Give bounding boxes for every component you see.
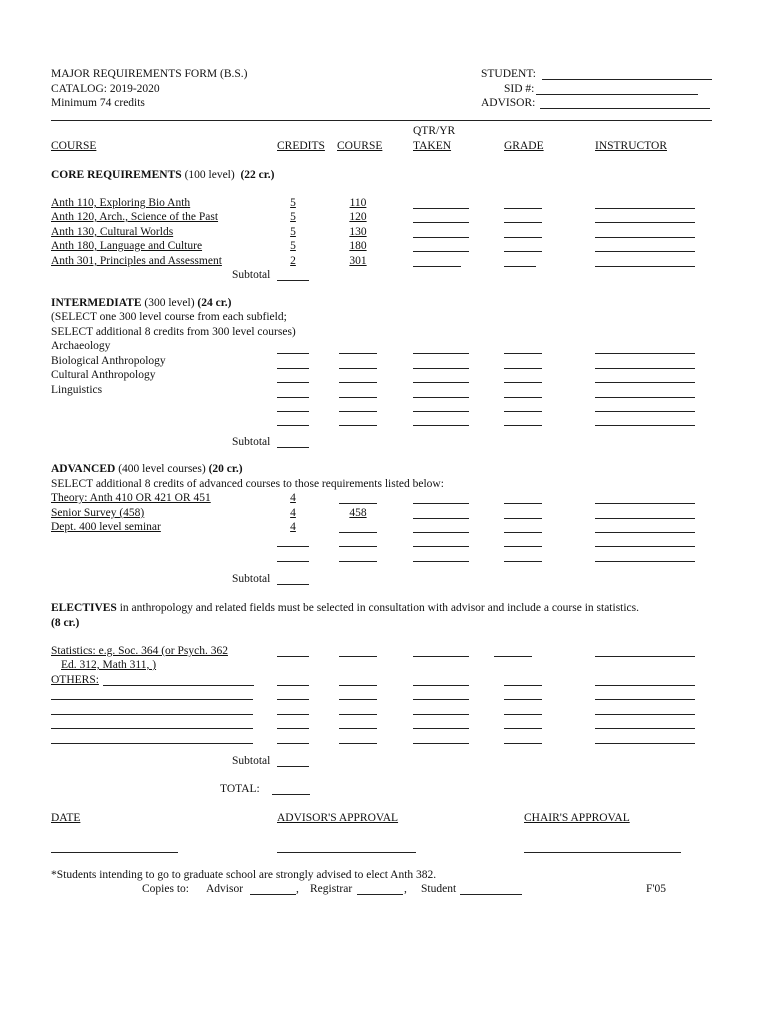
advanced-subtotal-field[interactable] <box>277 584 309 585</box>
electives-instructor-field[interactable] <box>595 685 695 686</box>
col-course-number: COURSE <box>337 140 383 152</box>
form-title: MAJOR REQUIREMENTS FORM (B.S.) <box>51 68 248 80</box>
electives-grade-field[interactable] <box>504 714 542 715</box>
core-qtr-field[interactable] <box>413 208 469 209</box>
date-label: DATE <box>51 812 81 824</box>
advanced-heading: ADVANCED (400 level courses) (20 cr.) <box>51 463 243 475</box>
core-grade-field[interactable] <box>504 237 542 238</box>
core-credits-3: 5 <box>290 226 296 238</box>
student-field[interactable] <box>542 79 712 80</box>
copies-label: Copies to: <box>142 883 189 895</box>
others-course-field[interactable] <box>51 743 253 744</box>
subfield-biological: Biological Anthropology <box>51 355 166 367</box>
intermediate-qtr-field[interactable] <box>413 353 469 354</box>
advanced-instructor-field[interactable] <box>595 561 695 562</box>
advanced-credits-field[interactable] <box>277 546 309 547</box>
electives-instructor-field[interactable] <box>595 714 695 715</box>
others-course-field[interactable] <box>51 714 253 715</box>
intermediate-instructor-field[interactable] <box>595 368 695 369</box>
others-field[interactable] <box>103 685 254 686</box>
electives-qtr-field[interactable] <box>413 714 469 715</box>
subfield-cultural: Cultural Anthropology <box>51 369 156 381</box>
advanced-course-seminar: Dept. 400 level seminar <box>51 521 161 533</box>
intermediate-note-1: (SELECT one 300 level course from each subfield; <box>51 311 287 323</box>
electives-heading: ELECTIVES in anthropology and related fields must be selected in consultation with advisor and include a course in statistics. <box>51 602 640 614</box>
electives-instructor-field[interactable] <box>595 656 695 657</box>
advanced-grade-field[interactable] <box>504 561 542 562</box>
core-credits-1: 5 <box>290 197 296 209</box>
advanced-qtr-field[interactable] <box>413 546 469 547</box>
copies-student-field[interactable] <box>460 894 522 895</box>
electives-course-field[interactable] <box>339 656 377 657</box>
intermediate-course-field[interactable] <box>339 425 377 426</box>
student-label: STUDENT: <box>481 68 537 80</box>
advisor-label: ADVISOR: <box>481 97 536 109</box>
core-grade-field[interactable] <box>504 208 542 209</box>
electives-course-field[interactable] <box>339 728 377 729</box>
copies-student: Student <box>421 883 457 895</box>
intermediate-grade-field[interactable] <box>504 397 542 398</box>
copies-registrar-field[interactable] <box>357 894 403 895</box>
intermediate-grade-field[interactable] <box>504 368 542 369</box>
subfield-linguistics: Linguistics <box>51 384 103 396</box>
form-code: F'05 <box>646 883 666 895</box>
intermediate-credits-field[interactable] <box>277 411 309 412</box>
col-grade: GRADE <box>504 140 544 152</box>
intermediate-instructor-field[interactable] <box>595 353 695 354</box>
electives-grade-field[interactable] <box>494 656 532 657</box>
electives-instructor-field[interactable] <box>595 728 695 729</box>
electives-credits-field[interactable] <box>277 685 309 686</box>
advanced-qtr-field[interactable] <box>413 532 469 533</box>
advanced-credits-2: 4 <box>290 507 296 519</box>
advanced-course-field[interactable] <box>339 503 377 504</box>
core-grade-field[interactable] <box>504 222 542 223</box>
intermediate-qtr-field[interactable] <box>413 397 469 398</box>
electives-subtotal-label: Subtotal <box>232 755 271 767</box>
core-instructor-field[interactable] <box>595 237 695 238</box>
col-taken: TAKEN <box>413 140 452 152</box>
core-number-1: 110 <box>349 197 367 209</box>
advanced-qtr-field[interactable] <box>413 503 469 504</box>
electives-instructor-field[interactable] <box>595 743 695 744</box>
intermediate-qtr-field[interactable] <box>413 425 469 426</box>
advanced-qtr-field[interactable] <box>413 561 469 562</box>
intermediate-qtr-field[interactable] <box>413 368 469 369</box>
catalog-year: CATALOG: 2019-2020 <box>51 83 160 95</box>
advanced-number-2: 458 <box>349 507 367 519</box>
core-credits-2: 5 <box>290 211 296 223</box>
total-field[interactable] <box>272 794 310 795</box>
intermediate-instructor-field[interactable] <box>595 382 695 383</box>
core-instructor-field[interactable] <box>595 266 695 267</box>
advanced-grade-field[interactable] <box>504 503 542 504</box>
chair-approval-label: CHAIR'S APPROVAL <box>524 812 630 824</box>
core-course-3: Anth 130, Cultural Worlds <box>51 226 174 238</box>
electives-qtr-field[interactable] <box>413 699 469 700</box>
intermediate-credits-field[interactable] <box>277 425 309 426</box>
intermediate-subtotal-label: Subtotal <box>232 436 271 448</box>
electives-grade-field[interactable] <box>504 699 542 700</box>
core-instructor-field[interactable] <box>595 251 695 252</box>
advanced-qtr-field[interactable] <box>413 518 469 519</box>
electives-qtr-field[interactable] <box>413 728 469 729</box>
intermediate-credits-field[interactable] <box>277 353 309 354</box>
others-course-field[interactable] <box>51 728 253 729</box>
copies-registrar: Registrar <box>310 883 353 895</box>
advanced-course-field[interactable] <box>339 561 377 562</box>
advanced-credits-1: 4 <box>290 492 296 504</box>
advanced-instructor-field[interactable] <box>595 503 695 504</box>
advanced-credits-field[interactable] <box>277 561 309 562</box>
electives-subtotal-field[interactable] <box>277 766 309 767</box>
core-subtotal-field[interactable] <box>277 280 309 281</box>
core-qtr-field[interactable] <box>413 222 469 223</box>
comma-sep: , <box>404 883 407 895</box>
electives-credits-field[interactable] <box>277 714 309 715</box>
advanced-course-survey: Senior Survey (458) <box>51 507 145 519</box>
intermediate-credits-field[interactable] <box>277 368 309 369</box>
electives-course-field[interactable] <box>339 714 377 715</box>
electives-credits-field[interactable] <box>277 656 309 657</box>
electives-instructor-field[interactable] <box>595 699 695 700</box>
copies-advisor-field[interactable] <box>250 894 296 895</box>
advanced-grade-field[interactable] <box>504 532 542 533</box>
electives-course-field[interactable] <box>339 685 377 686</box>
core-subtotal-label: Subtotal <box>232 269 271 281</box>
core-qtr-field[interactable] <box>413 251 469 252</box>
electives-qtr-field[interactable] <box>413 743 469 744</box>
advanced-grade-field[interactable] <box>504 518 542 519</box>
advanced-instructor-field[interactable] <box>595 546 695 547</box>
core-course-5: Anth 301, Principles and Assessment <box>51 255 222 267</box>
intermediate-grade-field[interactable] <box>504 411 542 412</box>
core-course-2: Anth 120, Arch., Science of the Past <box>51 211 219 223</box>
electives-credits-field[interactable] <box>277 728 309 729</box>
core-instructor-field[interactable] <box>595 208 695 209</box>
intermediate-instructor-field[interactable] <box>595 425 695 426</box>
footnote: *Students intending to go to graduate school are strongly advised to elect Anth 382. <box>51 869 437 881</box>
electives-course-field[interactable] <box>339 743 377 744</box>
advanced-course-field[interactable] <box>339 532 377 533</box>
advanced-course-theory: Theory: Anth 410 OR 421 OR 451 <box>51 492 211 504</box>
core-grade-field[interactable] <box>504 266 536 267</box>
others-course-field[interactable] <box>51 699 253 700</box>
advanced-note: SELECT additional 8 credits of advanced courses to those requirements listed below: <box>51 478 444 490</box>
advisor-approval-field[interactable] <box>277 852 416 853</box>
col-qtr-yr: QTR/YR <box>413 125 456 137</box>
chair-approval-field[interactable] <box>524 852 681 853</box>
core-instructor-field[interactable] <box>595 222 695 223</box>
intermediate-course-field[interactable] <box>339 411 377 412</box>
core-heading: CORE REQUIREMENTS (100 level) (22 cr.) <box>51 169 275 181</box>
core-qtr-field[interactable] <box>413 237 469 238</box>
header-divider <box>51 120 712 121</box>
subfield-archaeology: Archaeology <box>51 340 111 352</box>
copies-advisor: Advisor <box>206 883 244 895</box>
intermediate-credits-field[interactable] <box>277 382 309 383</box>
intermediate-subtotal-field[interactable] <box>277 447 309 448</box>
advisor-approval-label: ADVISOR'S APPROVAL <box>277 812 399 824</box>
advanced-credits-3: 4 <box>290 521 296 533</box>
core-credits-5: 2 <box>290 255 296 267</box>
electives-qtr-field[interactable] <box>413 656 469 657</box>
date-field[interactable] <box>51 852 178 853</box>
intermediate-qtr-field[interactable] <box>413 382 469 383</box>
intermediate-grade-field[interactable] <box>504 425 542 426</box>
core-grade-field[interactable] <box>504 251 542 252</box>
advanced-course-field[interactable] <box>339 546 377 547</box>
core-number-2: 120 <box>349 211 367 223</box>
comma-sep: , <box>296 883 299 895</box>
statistics-line-1: Statistics: e.g. Soc. 364 (or Psych. 362 <box>51 645 228 657</box>
electives-course-field[interactable] <box>339 699 377 700</box>
core-number-5: 301 <box>349 255 367 267</box>
intermediate-note-2: SELECT additional 8 credits from 300 level courses) <box>51 326 296 338</box>
advanced-instructor-field[interactable] <box>595 518 695 519</box>
electives-grade-field[interactable] <box>504 728 542 729</box>
intermediate-credits-field[interactable] <box>277 397 309 398</box>
electives-qtr-field[interactable] <box>413 685 469 686</box>
intermediate-heading: INTERMEDIATE (300 level) (24 cr.) <box>51 297 232 309</box>
electives-credits-field[interactable] <box>277 699 309 700</box>
electives-grade-field[interactable] <box>504 743 542 744</box>
intermediate-instructor-field[interactable] <box>595 411 695 412</box>
core-qtr-field[interactable] <box>413 266 461 267</box>
intermediate-course-field[interactable] <box>339 368 377 369</box>
core-course-4: Anth 180, Language and Culture <box>51 240 203 252</box>
intermediate-grade-field[interactable] <box>504 382 542 383</box>
others-label: OTHERS: <box>51 674 99 686</box>
intermediate-instructor-field[interactable] <box>595 397 695 398</box>
electives-credits: (8 cr.) <box>51 617 80 629</box>
intermediate-grade-field[interactable] <box>504 353 542 354</box>
col-credits: CREDITS <box>277 140 325 152</box>
core-course-1: Anth 110, Exploring Bio Anth <box>51 197 191 209</box>
intermediate-course-field[interactable] <box>339 353 377 354</box>
statistics-line-2: Ed. 312, Math 311, ) <box>61 659 157 671</box>
intermediate-course-field[interactable] <box>339 382 377 383</box>
electives-grade-field[interactable] <box>504 685 542 686</box>
core-number-4: 180 <box>349 240 367 252</box>
intermediate-course-field[interactable] <box>339 397 377 398</box>
minimum-credits: Minimum 74 credits <box>51 97 145 109</box>
advanced-subtotal-label: Subtotal <box>232 573 271 585</box>
advanced-instructor-field[interactable] <box>595 532 695 533</box>
core-number-3: 130 <box>349 226 367 238</box>
intermediate-qtr-field[interactable] <box>413 411 469 412</box>
col-instructor: INSTRUCTOR <box>595 140 667 152</box>
sid-field[interactable] <box>536 94 698 95</box>
core-credits-4: 5 <box>290 240 296 252</box>
col-course: COURSE <box>51 140 97 152</box>
advanced-grade-field[interactable] <box>504 546 542 547</box>
sid-label: SID #: <box>504 83 535 95</box>
advisor-field[interactable] <box>540 108 710 109</box>
electives-credits-field[interactable] <box>277 743 309 744</box>
total-label: TOTAL: <box>220 783 260 795</box>
